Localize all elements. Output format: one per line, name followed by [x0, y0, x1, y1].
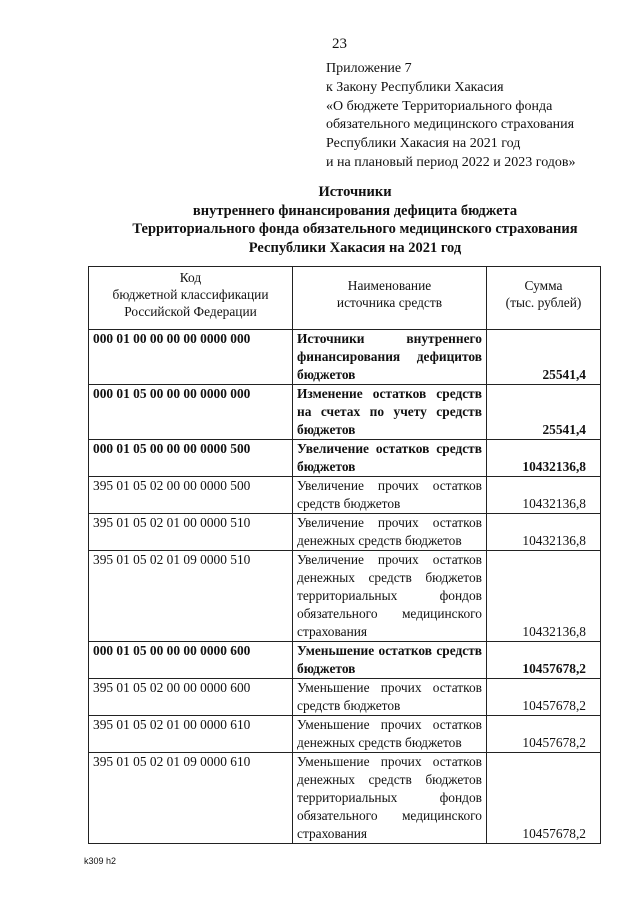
row-amount: 10457678,2: [487, 753, 601, 844]
row-amount: 10457678,2: [487, 716, 601, 753]
row-amount: 10432136,8: [487, 440, 601, 477]
header-line: Российской Федерации: [124, 304, 257, 319]
document-title: [80, 183, 630, 257]
row-code: 000 01 05 00 00 00 0000 000: [89, 385, 293, 440]
header-code: [89, 267, 293, 330]
header-line: Наименование: [347, 278, 432, 293]
sources-table: [88, 266, 601, 844]
header-line: (тыс. рублей): [505, 295, 582, 310]
table-row: [89, 679, 601, 716]
table-row: [89, 551, 601, 642]
row-name: Уменьшение остатков средств бюджетов: [293, 642, 487, 679]
row-code: 395 01 05 02 01 00 0000 510: [89, 514, 293, 551]
row-amount: 10432136,8: [487, 551, 601, 642]
appendix-line: Приложение 7: [326, 61, 412, 76]
appendix-line: «О бюджете Территориального фонда: [326, 98, 553, 114]
row-name: Источники внутреннего финансирования дефицитов бюджетов: [293, 330, 487, 385]
row-name: Увеличение прочих остатков денежных средств бюджетов территориальных фондов обязательного медицинского страхования: [293, 551, 487, 642]
row-amount: 25541,4: [487, 385, 601, 440]
row-amount: 10457678,2: [487, 679, 601, 716]
footer-code: k309 h2: [84, 856, 117, 866]
row-code: 395 01 05 02 00 00 0000 500: [89, 477, 293, 514]
table-row: [89, 385, 601, 440]
row-code: 395 01 05 02 01 00 0000 610: [89, 716, 293, 753]
row-amount: 10457678,2: [487, 642, 601, 679]
row-code: 395 01 05 02 01 09 0000 610: [89, 753, 293, 844]
row-amount: 25541,4: [487, 330, 601, 385]
table-row: [89, 716, 601, 753]
row-name: Уменьшение прочих остатков средств бюджетов: [293, 679, 487, 716]
title-line: внутреннего финансирования дефицита бюджета: [192, 202, 518, 219]
row-name: Уменьшение прочих остатков денежных средств бюджетов территориальных фондов обязательного медицинского страхования: [293, 753, 487, 844]
title-line: Территориального фонда обязательного медицинского страхования: [132, 221, 578, 238]
row-amount: 10432136,8: [487, 514, 601, 551]
header-line: Сумма: [524, 278, 563, 293]
table-header-row: [89, 267, 601, 330]
table-row: [89, 440, 601, 477]
table-row: [89, 642, 601, 679]
header-line: Код: [179, 270, 202, 285]
appendix-line: и на плановый период 2022 и 2023 годов»: [326, 154, 576, 170]
appendix-line: к Закону Республики Хакасия: [326, 79, 504, 95]
table-row: [89, 330, 601, 385]
table-row: [89, 477, 601, 514]
header-amount: [487, 267, 601, 330]
title-line: Источники: [318, 184, 392, 200]
row-name: Увеличение прочих остатков средств бюджетов: [293, 477, 487, 514]
row-name: Изменение остатков средств на счетах по учету средств бюджетов: [293, 385, 487, 440]
appendix-line: Республики Хакасия на 2021 год: [326, 136, 521, 152]
row-code: 000 01 00 00 00 00 0000 000: [89, 330, 293, 385]
row-name: Увеличение прочих остатков денежных средств бюджетов: [293, 514, 487, 551]
row-code: 395 01 05 02 00 00 0000 600: [89, 679, 293, 716]
row-code: 000 01 05 00 00 00 0000 500: [89, 440, 293, 477]
table-row: [89, 753, 601, 844]
row-name: Увеличение остатков средств бюджетов: [293, 440, 487, 477]
row-code: 395 01 05 02 01 09 0000 510: [89, 551, 293, 642]
table-row: [89, 514, 601, 551]
row-amount: 10432136,8: [487, 477, 601, 514]
appendix-header: [326, 60, 576, 173]
title-line: Республики Хакасия на 2021 год: [248, 239, 462, 256]
page-number: 23: [332, 36, 347, 52]
header-line: источника средств: [336, 295, 443, 310]
row-code: 000 01 05 00 00 00 0000 600: [89, 642, 293, 679]
header-name: [293, 267, 487, 330]
row-name: Уменьшение прочих остатков денежных средств бюджетов: [293, 716, 487, 753]
header-line: бюджетной классификации: [112, 287, 269, 302]
appendix-line: обязательного медицинского страхования: [326, 117, 575, 133]
